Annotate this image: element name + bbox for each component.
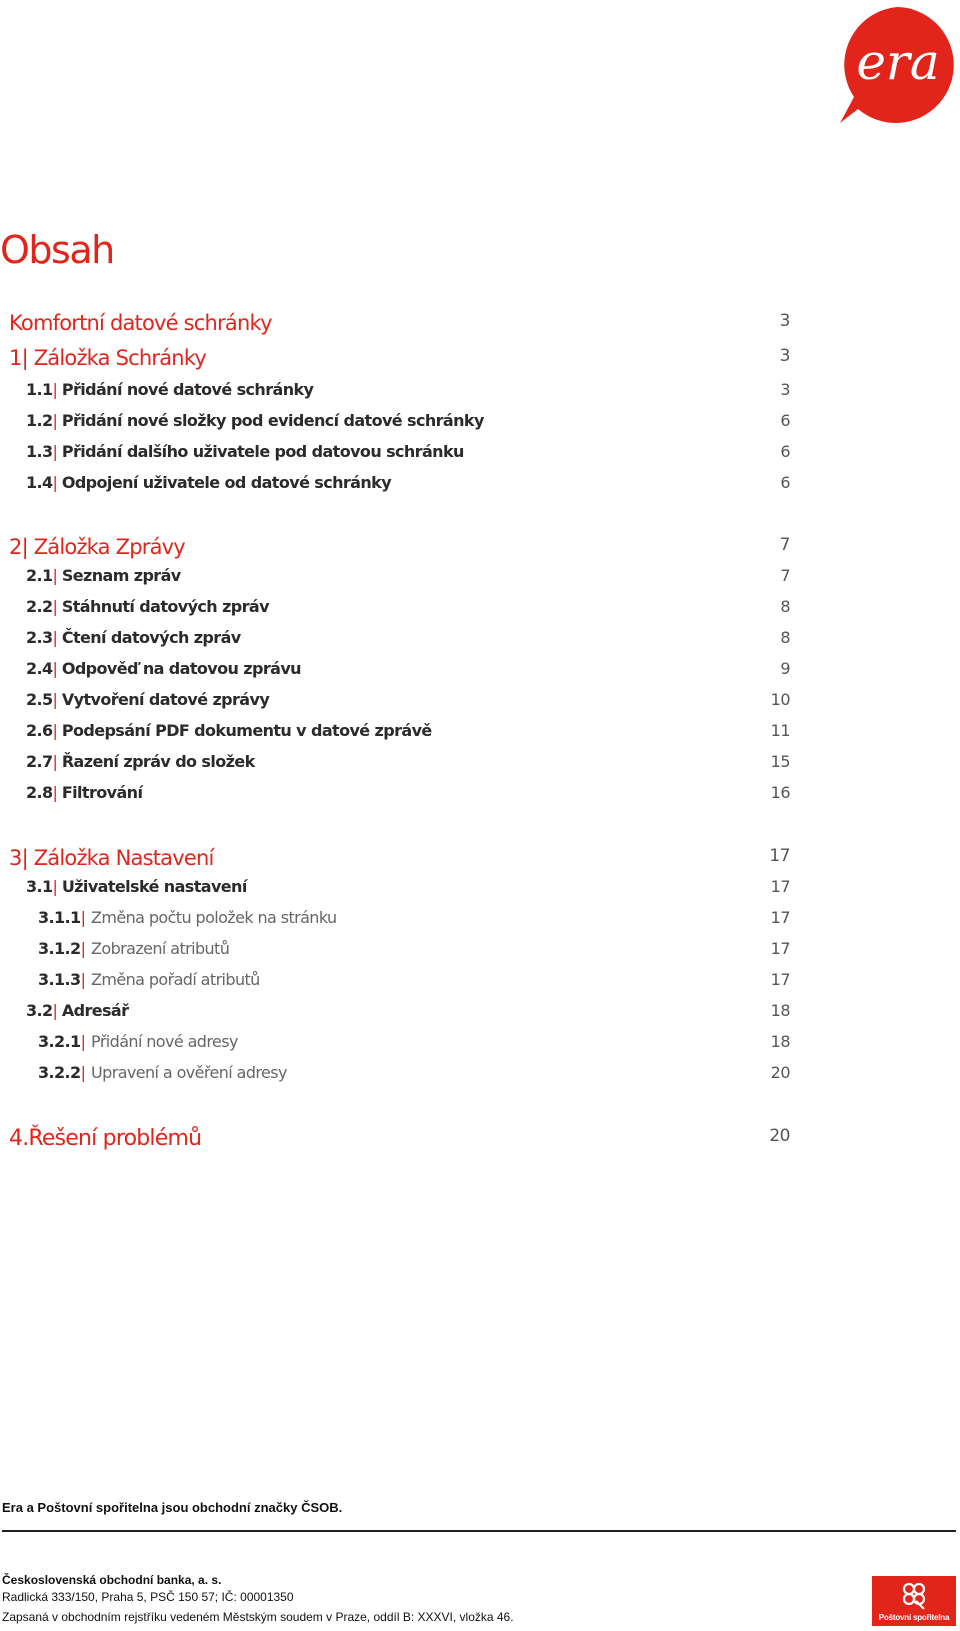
toc-entry-label: 1.2| Přidání nové složky pod evidencí datové schránky	[26, 411, 484, 430]
toc-entry-page: 6	[780, 411, 790, 430]
toc-entry-label: 2.1| Seznam zpráv	[26, 566, 181, 585]
toc-entry-number: 2.8	[26, 783, 53, 802]
toc-entry-number: 1	[9, 346, 22, 370]
toc-entry[interactable]	[38, 970, 960, 1000]
toc-entry-page: 17	[770, 970, 790, 989]
toc-entry-label: 1| Záložka Schránky	[9, 346, 207, 370]
toc-entry-page: 20	[769, 1126, 790, 1146]
toc-entry-label: 3.1.3| Změna pořadí atributů	[38, 970, 260, 989]
toc-entry[interactable]	[26, 380, 960, 410]
toc-entry-number: 1.1	[26, 380, 53, 399]
toc-entry-label: 2| Záložka Zprávy	[9, 535, 185, 559]
toc-entry-title: Přidání nové datové schránky	[61, 380, 314, 399]
toc-entry-number: 2.3	[26, 628, 53, 647]
toc-entry-number: 2.5	[26, 690, 53, 709]
toc-entry-title: Přidání dalšího uživatele pod datovou schránku	[61, 442, 464, 461]
toc-entry-page: 9	[780, 659, 790, 678]
toc-entry-page: 17	[770, 939, 790, 958]
toc-entry-title: Zobrazení atributů	[91, 939, 230, 958]
toc-entry-page: 16	[770, 783, 790, 802]
toc-entry-number: 2.4	[26, 659, 53, 678]
toc-entry-page: 17	[769, 846, 790, 866]
toc-entry-title: Filtrování	[61, 783, 143, 802]
toc-entry-page: 3	[780, 380, 790, 399]
toc-entry-number: 4.	[9, 1126, 29, 1151]
toc-entry[interactable]	[38, 1032, 960, 1062]
toc-entry[interactable]	[26, 721, 960, 751]
toc-entry-title: Upravení a ověření adresy	[91, 1063, 287, 1082]
toc-entry-label: 2.3| Čtení datových zpráv	[26, 628, 241, 647]
toc-entry-page: 15	[770, 752, 790, 771]
footer-registry: Zapsaná v obchodním rejstříku vedeném Městským soudem v Praze, oddíl B: XXXVI, vložka 46.	[2, 1610, 514, 1624]
toc-entry-number: 3.1.1	[38, 908, 81, 927]
toc-entry-title: Záložka Schránky	[33, 346, 207, 370]
toc-entry-title: Řešení problémů	[28, 1126, 202, 1151]
toc-entry-label: 1.1| Přidání nové datové schránky	[26, 380, 314, 399]
toc-entry-page: 17	[770, 908, 790, 927]
toc-entry-page: 8	[780, 597, 790, 616]
toc-entry-number: 3.1.2	[38, 939, 81, 958]
toc-entry-label: 3.2.2| Upravení a ověření adresy	[38, 1063, 287, 1082]
ps-logo-label: Poštovní spořitelna	[878, 1613, 950, 1622]
toc-entry[interactable]	[9, 535, 960, 565]
toc-entry[interactable]	[26, 411, 960, 441]
toc-entry-number: 3.2.1	[38, 1032, 81, 1051]
page-title: Obsah	[0, 228, 114, 272]
toc-entry-page: 3	[779, 346, 790, 366]
toc-entry-label: 1.3| Přidání dalšího uživatele pod datovou schránku	[26, 442, 464, 461]
toc-entry-title: Vytvoření datové zprávy	[61, 690, 270, 709]
toc-entry-label: 3.1.2| Zobrazení atributů	[38, 939, 230, 958]
era-logo-text: era	[856, 33, 940, 91]
toc-entry-title: Odpověď na datovou zprávu	[61, 659, 301, 678]
toc-entry[interactable]	[9, 346, 960, 376]
footer-trademark-note: Era a Poštovní spořitelna jsou obchodní značky ČSOB.	[2, 1500, 343, 1515]
toc-entry-label: 3.1| Uživatelské nastavení	[26, 877, 247, 896]
era-logo	[838, 5, 958, 125]
toc-entry[interactable]	[26, 1001, 960, 1031]
toc-entry[interactable]	[38, 939, 960, 969]
toc-entry[interactable]	[26, 473, 960, 503]
toc-entry-number: 1.2	[26, 411, 53, 430]
toc-entry-title: Přidání nové adresy	[91, 1032, 238, 1051]
toc-entry-number: 2.1	[26, 566, 53, 585]
toc-entry[interactable]	[38, 908, 960, 938]
toc-entry-page: 7	[779, 535, 790, 555]
toc-entry-page: 18	[770, 1032, 790, 1051]
postovni-sporitelna-logo	[872, 1576, 956, 1626]
toc-entry-label: 2.6| Podepsání PDF dokumentu v datové zprávě	[26, 721, 432, 740]
toc-entry-title: Stáhnutí datových zpráv	[61, 597, 269, 616]
toc-entry-number: 1.3	[26, 442, 53, 461]
toc-entry-number: 2.2	[26, 597, 53, 616]
toc-entry[interactable]	[26, 442, 960, 472]
toc-entry-number: 2.6	[26, 721, 53, 740]
toc-entry-number: 3	[9, 846, 22, 870]
footer-divider	[2, 1530, 956, 1532]
toc-entry-title: Seznam zpráv	[61, 566, 181, 585]
toc-entry-title: Záložka Zprávy	[33, 535, 185, 559]
toc-entry-label	[9, 311, 272, 335]
toc-entry[interactable]	[26, 690, 960, 720]
toc-entry-page: 3	[779, 311, 790, 331]
toc-entry-label: 2.2| Stáhnutí datových zpráv	[26, 597, 269, 616]
toc-entry[interactable]	[26, 597, 960, 627]
toc-entry-label: 2.4| Odpověď na datovou zprávu	[26, 659, 301, 678]
toc-entry-title: Řazení zpráv do složek	[61, 752, 255, 771]
toc-entry-title: Změna počtu položek na stránku	[91, 908, 337, 927]
toc-entry-label: 2.7| Řazení zpráv do složek	[26, 752, 255, 771]
toc-entry-title: Podepsání PDF dokumentu v datové zprávě	[61, 721, 432, 740]
toc-entry[interactable]	[26, 877, 960, 907]
toc-entry-title: Čtení datových zpráv	[61, 628, 241, 647]
toc-entry-label: 3.1.1| Změna počtu položek na stránku	[38, 908, 337, 927]
toc-entry-title: Uživatelské nastavení	[61, 877, 247, 896]
toc-entry-label: 1.4| Odpojení uživatele od datové schránky	[26, 473, 392, 492]
toc-entry[interactable]	[26, 752, 960, 782]
toc-entry[interactable]	[26, 783, 960, 813]
toc-entry[interactable]	[26, 628, 960, 658]
toc-entry-number: 2.7	[26, 752, 53, 771]
era-logo-mark	[838, 5, 958, 125]
toc-entry-number: 1.4	[26, 473, 53, 492]
toc-entry-page: 6	[780, 473, 790, 492]
toc-entry-label	[9, 1126, 201, 1151]
toc-entry-page: 18	[770, 1001, 790, 1020]
toc-entry-page: 6	[780, 442, 790, 461]
toc-entry-page: 11	[770, 721, 790, 740]
toc-entry-number: 3.2	[26, 1001, 53, 1020]
toc-entry-number: 3.1.3	[38, 970, 81, 989]
toc-entry-page: 10	[770, 690, 790, 709]
toc-entry-page: 20	[770, 1063, 790, 1082]
toc-entry-label: 2.8| Filtrování	[26, 783, 143, 802]
toc-entry-number: 2	[9, 535, 22, 559]
toc-entry-label: 3.2| Adresář	[26, 1001, 129, 1020]
toc-entry-label: 3| Záložka Nastavení	[9, 846, 214, 870]
toc-entry-title: Adresář	[61, 1001, 129, 1020]
toc-entry[interactable]	[26, 566, 960, 596]
toc-entry-page: 8	[780, 628, 790, 647]
toc-entry[interactable]	[38, 1063, 960, 1093]
toc-entry-title: Přidání nové složky pod evidencí datové schránky	[61, 411, 484, 430]
toc-entry[interactable]	[26, 659, 960, 689]
toc-entry-page: 17	[770, 877, 790, 896]
toc-entry[interactable]	[9, 311, 960, 341]
toc-entry-number: 3.2.2	[38, 1063, 81, 1082]
clover-icon	[872, 1576, 956, 1612]
toc-entry[interactable]	[9, 846, 960, 876]
toc-entry[interactable]	[9, 1126, 960, 1156]
toc-entry-label: 2.5| Vytvoření datové zprávy	[26, 690, 270, 709]
toc-entry-title: Záložka Nastavení	[33, 846, 214, 870]
toc-entry-title: Odpojení uživatele od datové schránky	[61, 473, 392, 492]
toc-entry-page: 7	[780, 566, 790, 585]
toc-entry-number: 3.1	[26, 877, 53, 896]
toc-entry-label: 3.2.1| Přidání nové adresy	[38, 1032, 238, 1051]
toc-entry-title: Změna pořadí atributů	[91, 970, 260, 989]
toc-entry-title: Komfortní datové schránky	[9, 311, 272, 335]
footer-address: Radlická 333/150, Praha 5, PSČ 150 57; IČ: 00001350	[2, 1590, 294, 1604]
footer-company-name: Československá obchodní banka, a. s.	[2, 1573, 222, 1587]
